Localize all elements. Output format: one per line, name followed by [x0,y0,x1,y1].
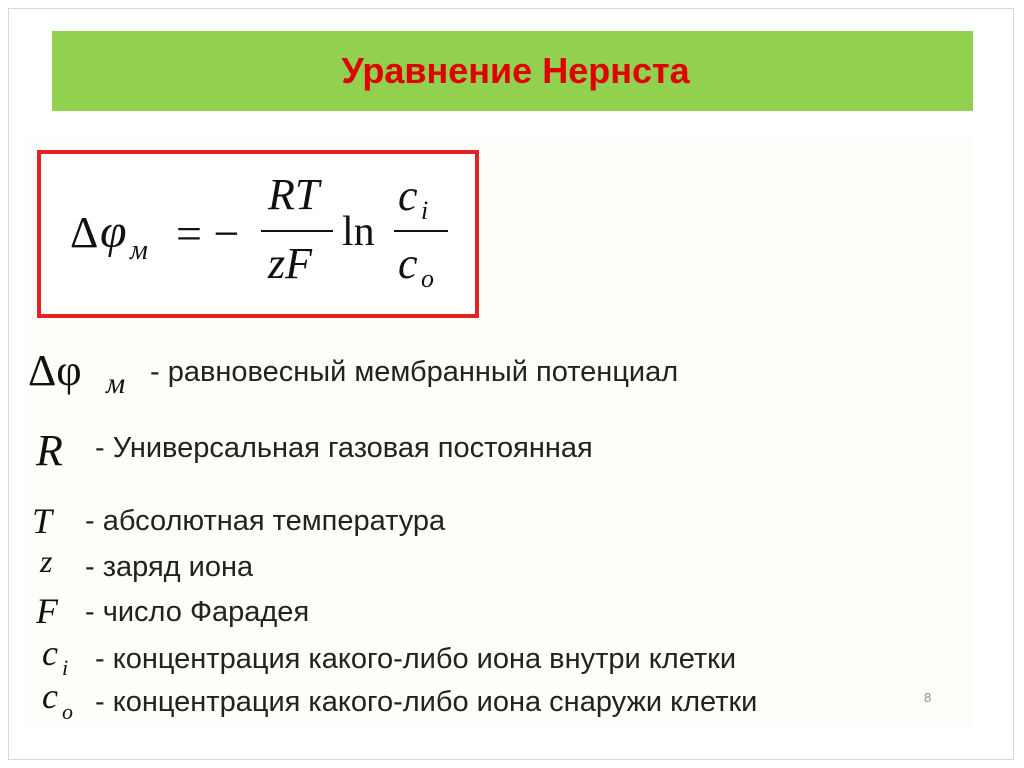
definition-symbol-subscript: м [106,367,126,400]
definition-text: - абсолютная температура [85,505,446,537]
formula-fraction-line [261,230,333,232]
definition-text: - концентрация какого-либо иона внутри клетки [95,643,737,675]
definition-symbol: F [36,591,58,631]
formula-ratio-numerator: c [398,171,418,220]
definition-text: - заряд иона [85,551,254,583]
definition-text: - Универсальная газовая постоянная [95,432,593,464]
definition-text: - концентрация какого-либо иона снаружи клетки [95,686,758,718]
formula-ratio-denominator: c [398,239,418,288]
formula-ratio-numerator-sub: i [421,196,429,225]
page-number: 8 [924,690,932,705]
definition-symbol-subscript: i [62,655,69,680]
definition-symbol: R [36,426,63,475]
formula-denominator: zF [268,239,312,288]
title-bar [52,31,973,111]
formula-equals-minus: = − [176,208,240,259]
formula-phi: φ [100,205,127,258]
definition-symbol: Δφ [28,346,82,395]
formula-ln: ln [342,209,375,255]
definition-symbol: c [42,676,58,716]
formula-phi-subscript: м [130,235,148,266]
definition-symbol: c [42,633,58,673]
slide-title: Уравнение Нернста [341,50,690,91]
formula-ratio-denominator-sub: o [421,264,434,293]
formula-delta: Δ [70,208,99,257]
definition-symbol-subscript: o [62,699,73,724]
formula-ratio-line [394,230,448,232]
definition-text: - число Фарадея [85,596,310,628]
definition-symbol: T [32,501,53,541]
definition-symbol: z [40,543,53,579]
formula-numerator: RT [268,170,320,219]
definition-text: - равновесный мембранный потенциал [150,356,679,388]
